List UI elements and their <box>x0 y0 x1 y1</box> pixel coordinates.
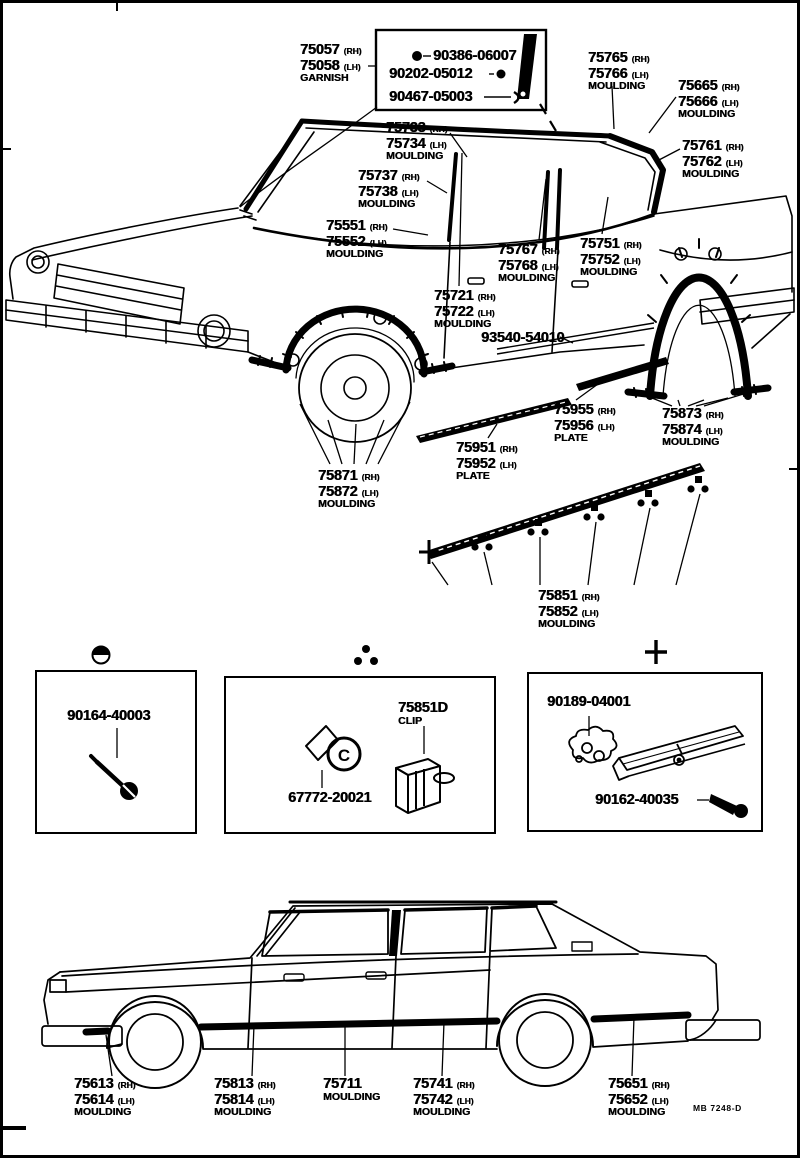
clip-icon <box>514 92 519 103</box>
part-label-75851d-clip: 75851D CLIP <box>398 700 448 727</box>
part-label-90162: 90162-40035 <box>595 792 679 808</box>
cross-symbol <box>645 640 667 664</box>
detail-box-retainer <box>527 672 763 832</box>
part-label-75613: 75613 (RH) 75614 (LH) MOULDING <box>74 1076 136 1119</box>
part-label-75851: 75851 (RH) 75852 (LH) MOULDING <box>538 588 600 631</box>
part-label-75665: 75665 (RH) 75666 (LH) MOULDING <box>678 78 740 121</box>
part-label-90164: 90164-40003 <box>67 708 151 724</box>
moulding-cross-section <box>613 726 745 780</box>
detail-box-screw-90164 <box>35 670 197 834</box>
screw-icon <box>709 794 737 815</box>
part-label-67772: 67772-20021 <box>288 790 372 806</box>
part-label-75761: 75761 (RH) 75762 (LH) MOULDING <box>682 138 744 181</box>
part-label-75551: 75551 (RH) 75552 (LH) MOULDING <box>326 218 388 261</box>
part-label-75873: 75873 (RH) 75874 (LH) MOULDING <box>662 406 724 449</box>
clip-marking-letter: C <box>337 746 351 765</box>
clip-icons <box>226 678 494 832</box>
rear-wheel-arch-moulding <box>628 239 768 398</box>
part-label-90467: 90467-05003 <box>389 89 473 105</box>
part-label-75721: 75721 (RH) 75722 (LH) MOULDING <box>434 288 496 331</box>
part-label-75711: 75711 MOULDING <box>323 1076 381 1103</box>
dot-cluster-marker <box>687 476 708 493</box>
garnish-bar <box>517 34 537 99</box>
moulding-clip-icon <box>396 759 454 813</box>
half-dome-symbol <box>93 647 110 664</box>
screw-icon <box>412 51 422 61</box>
part-label-75737: 75737 (RH) 75738 (LH) MOULDING <box>358 168 420 211</box>
dot-cluster-symbol <box>354 645 378 665</box>
part-label-90386: 90386-06007 <box>433 48 517 64</box>
part-label-75765: 75765 (RH) 75766 (LH) MOULDING <box>588 50 650 93</box>
dot-cluster-marker <box>637 490 658 507</box>
part-label-75813: 75813 (RH) 75814 (LH) MOULDING <box>214 1076 276 1119</box>
part-label-90202: 90202-05012 <box>389 66 473 82</box>
fastener-markers <box>419 476 709 564</box>
part-label-75871: 75871 (RH) 75872 (LH) MOULDING <box>318 468 380 511</box>
b-pillar <box>389 910 401 956</box>
side-moulding-and-frames <box>86 902 688 1032</box>
screw-icon <box>497 70 506 79</box>
part-label-75767: 75767 (RH) 75768 (LH) MOULDING <box>498 242 560 285</box>
part-label-75751: 75751 (RH) 75752 (LH) MOULDING <box>580 236 642 279</box>
detail-box-clips <box>224 676 496 834</box>
part-label-75733: 75733 (RH) 75734 (LH) MOULDING <box>386 120 448 163</box>
part-label-75955-plate: 75955 (RH) 75956 (LH) PLATE <box>554 402 616 445</box>
screw-icon <box>37 672 195 832</box>
car-side-outline <box>42 904 760 1088</box>
page-reference-code: MB 7248-D <box>693 1103 742 1113</box>
side-protection-moulding-strip <box>86 1031 108 1032</box>
part-label-75951-plate: 75951 (RH) 75952 (LH) PLATE <box>456 440 518 483</box>
part-label-90189: 90189-04001 <box>547 694 631 710</box>
part-label-93540: 93540-54010 <box>481 330 565 346</box>
part-label-75741: 75741 (RH) 75742 (LH) MOULDING <box>413 1076 475 1119</box>
front-wheel-arch-moulding <box>252 308 452 442</box>
part-label-75651: 75651 (RH) 75652 (LH) MOULDING <box>608 1076 670 1119</box>
part-label-75057-garnish: 75057 (RH) 75058 (LH) GARNISH <box>300 42 362 85</box>
